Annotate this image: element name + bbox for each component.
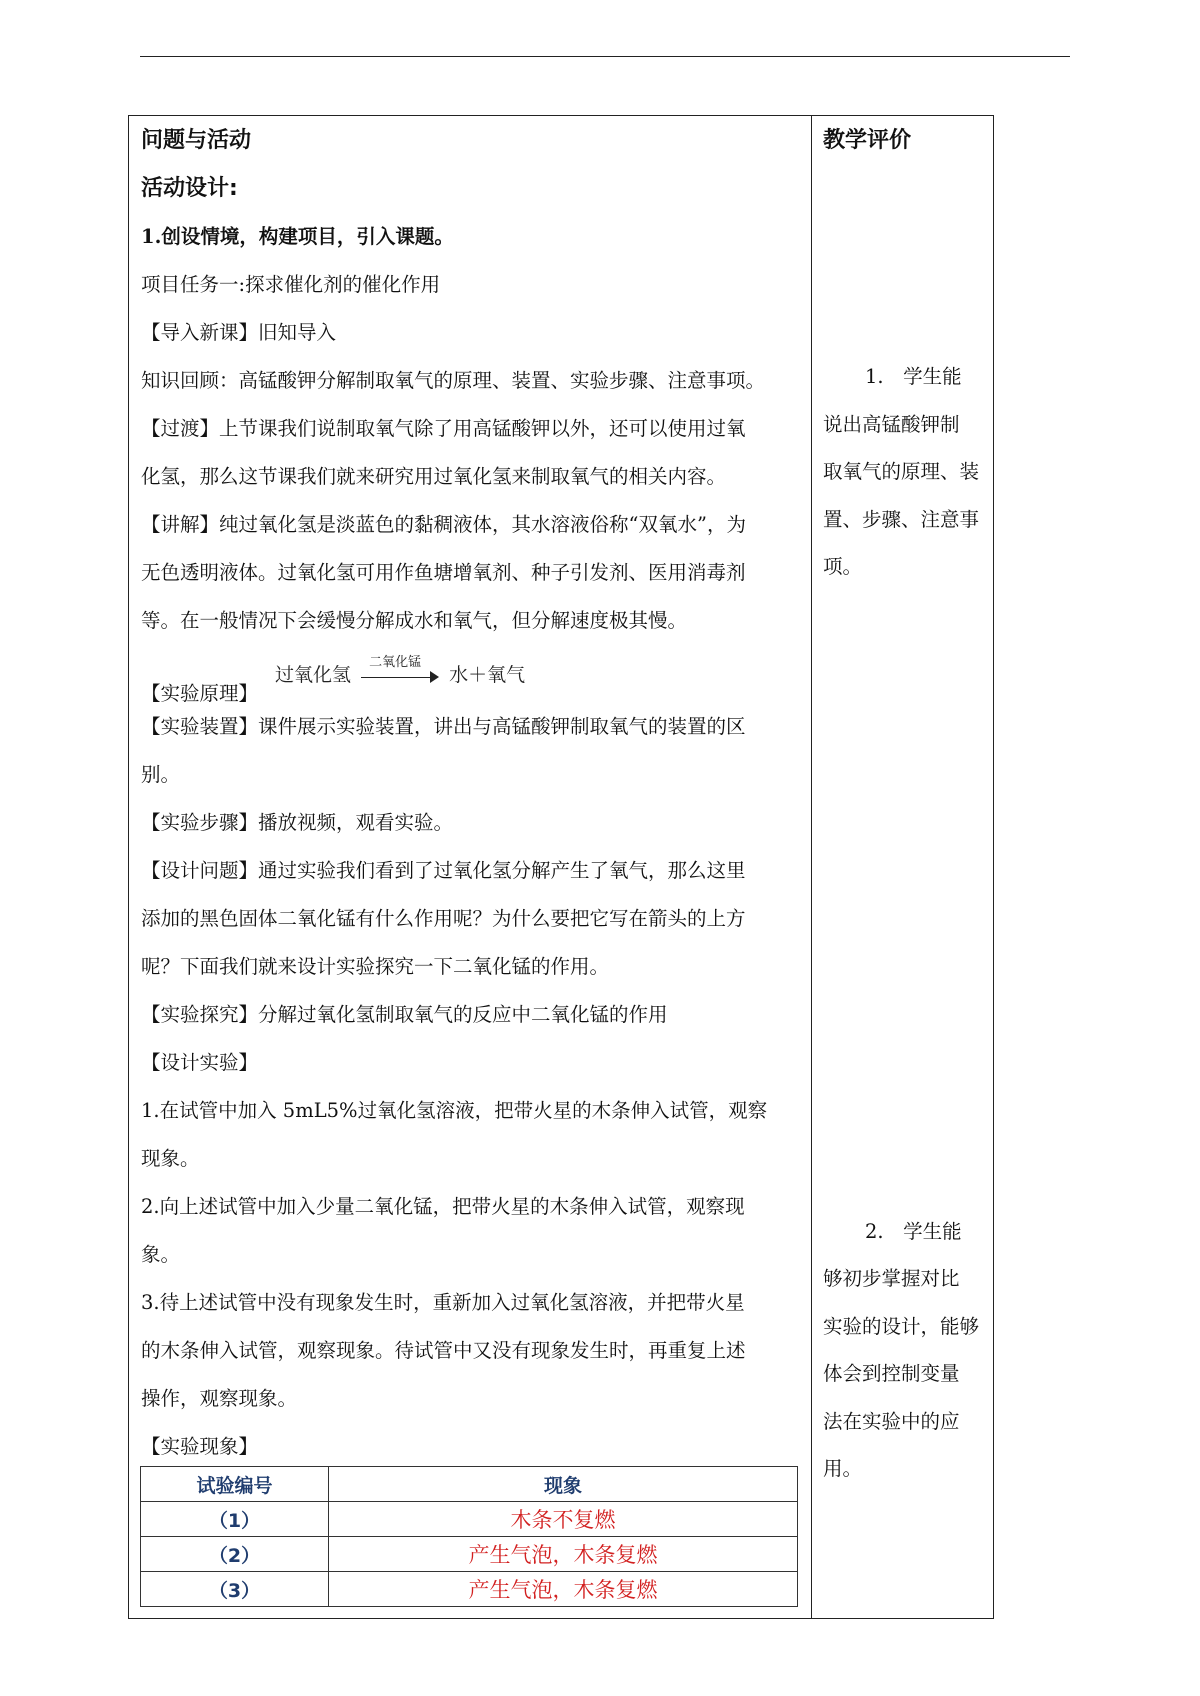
explanation-line-1: 【讲解】纯过氧化氢是淡蓝色的黏稠液体，其水溶液俗称“双氧水”，为 [141,513,746,536]
eval-1-line-5: 项。 [823,555,863,578]
trial-result: 产生气泡，木条复燃 [329,1572,798,1607]
products: 水＋氧气 [449,664,526,686]
step-3-line-2: 的木条伸入试管，观察现象。待试管中又没有现象发生时，再重复上述 [141,1339,746,1362]
reaction-arrow [361,654,439,683]
step-1-heading: 1.创设情境，构建项目，引入课题。 [141,225,454,248]
step-1-line-1: 1.在试管中加入 5mL5%过氧化氢溶液，把带火星的木条伸入试管，观察 [141,1099,768,1122]
phenomena-label: 【实验现象】 [141,1435,259,1458]
transition-line-2: 化氢，那么这节课我们就来研究用过氧化氢来制取氧气的相关内容。 [141,465,727,488]
step-3-line-3: 操作，观察现象。 [141,1387,298,1410]
eval-2-line-3: 实验的设计，能够 [823,1314,980,1338]
evaluation-column-header: 教学评价 [823,128,912,153]
trial-number: （3） [141,1572,329,1607]
explanation-line-2: 无色透明液体。过氧化氢可用作鱼塘增氧剂、种子引发剂、医用消毒剂 [141,561,746,584]
evaluation-column [823,117,989,1493]
trial-result: 木条不复燃 [329,1502,798,1537]
eval-2-line-5: 法在实验中的应 [823,1409,960,1433]
reactant: 过氧化氢 [275,664,352,686]
catalyst-label: 二氧化锰 [369,654,422,670]
apparatus-line-2: 别。 [141,763,181,786]
step-2-line-2: 象。 [141,1243,181,1266]
column-header-phenomenon: 现象 [329,1467,798,1502]
column-header-trial: 试验编号 [141,1467,329,1502]
knowledge-review: 知识回顾：高锰酸钾分解制取氧气的原理、装置、实验步骤、注意事项。 [141,369,766,392]
eval-2-line-4: 体会到控制变量 [823,1362,960,1385]
eval-1-line-4: 置、步骤、注意事 [823,507,980,531]
apparatus-line-1: 【实验装置】课件展示实验装置，讲出与高锰酸钾制取氧气的装置的区 [141,715,746,738]
inquiry-line: 【实验探究】分解过氧化氢制取氧气的反应中二氧化锰的作用 [141,1003,668,1026]
eval-2-line-1: 2. 学生能 [865,1219,962,1243]
activity-column-header: 问题与活动 [141,128,252,153]
table-row [141,1537,798,1572]
explanation-line-3: 等。在一般情况下会缓慢分解成水和氧气，但分解速度极其慢。 [141,609,688,632]
trial-result: 产生气泡，木条复燃 [329,1537,798,1572]
activity-column [141,117,803,1471]
table-row [141,1572,798,1607]
procedure-line: 【实验步骤】播放视频，观看实验。 [141,811,454,834]
step-3-line-1: 3.待上述试管中没有现象发生时，重新加入过氧化氢溶液，并把带火星 [141,1291,745,1314]
trial-number: （1） [141,1502,329,1537]
eval-2-line-2: 够初步掌握对比 [823,1267,960,1290]
eval-1-line-2: 说出高锰酸钾制 [823,412,960,436]
question-line-1: 【设计问题】通过实验我们看到了过氧化氢分解产生了氧气，那么这里 [141,859,746,882]
step-1-line-2: 现象。 [141,1147,200,1170]
transition-line-1: 【过渡】上节课我们说制取氧气除了用高锰酸钾以外，还可以使用过氧 [141,417,746,440]
lead-in: 【导入新课】旧知导入 [141,321,337,344]
principle-label: 【实验原理】 [141,682,259,705]
eval-1-line-3: 取氧气的原理、装 [823,460,980,483]
phenomena-table [140,1466,798,1607]
trial-number: （2） [141,1537,329,1572]
table-header-row [141,1467,798,1502]
activity-design-title: 活动设计: [141,176,238,201]
eval-1-line-1: 1. 学生能 [865,365,962,388]
column-divider [811,115,812,1619]
project-task: 项目任务一:探求催化剂的催化作用 [141,273,441,296]
reaction-equation [275,654,526,687]
design-experiment-label: 【设计实验】 [141,1051,259,1074]
table-row [141,1502,798,1537]
eval-2-line-6: 用。 [823,1457,863,1480]
question-line-3: 呢？下面我们就来设计实验探究一下二氧化锰的作用。 [141,955,610,978]
page-top-rule [140,56,1070,57]
step-2-line-1: 2.向上述试管中加入少量二氧化锰，把带火星的木条伸入试管，观察现 [141,1195,745,1218]
question-line-2: 添加的黑色固体二氧化锰有什么作用呢？为什么要把它写在箭头的上方 [141,907,746,930]
